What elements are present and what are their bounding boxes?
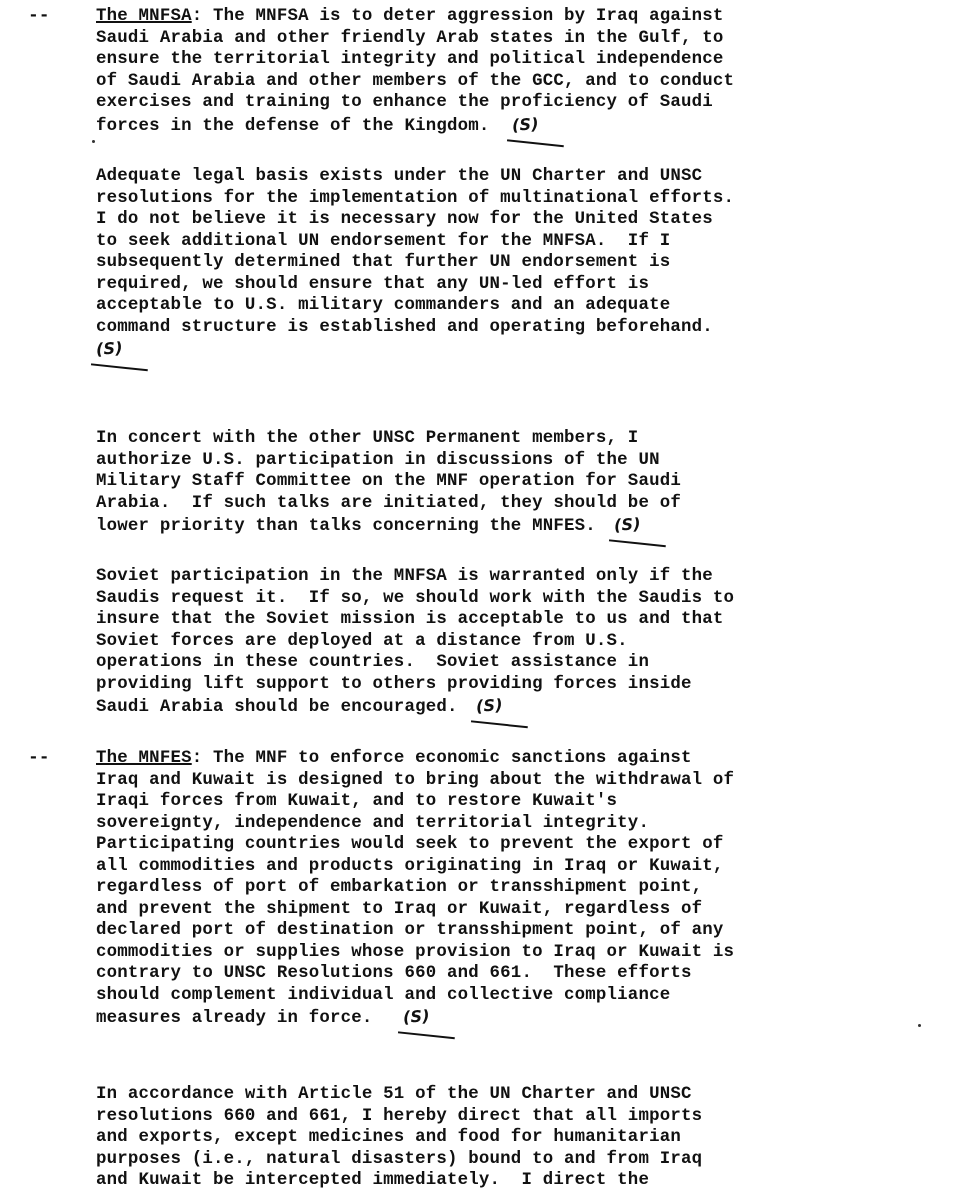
paragraph-mnfsa — [96, 6, 976, 137]
text-line: The MNFSA: The MNFSA is to deter aggression by Iraq against — [96, 7, 724, 26]
text-line: of Saudi Arabia and other members of the GCC, and to conduct — [96, 71, 735, 91]
paragraph-legal-basis — [96, 166, 976, 362]
text-line: and prevent the shipment to Iraq or Kuwait, regardless of — [96, 899, 703, 919]
section-heading-mnfsa: The MNFSA — [96, 7, 192, 26]
paragraph-soviet — [96, 566, 976, 719]
text-line: Iraqi forces from Kuwait, and to restore Kuwait's — [96, 792, 618, 811]
classification-mark: (S) — [510, 113, 539, 135]
text-line: sovereignty, independence and territorial integrity. — [96, 813, 650, 833]
text-line: exercises and training to enhance the proficiency of Saudi — [96, 93, 713, 112]
text-line: Saudi Arabia should be encouraged. (S) — [96, 695, 504, 717]
paragraph-article-51 — [96, 1084, 976, 1192]
text-line: subsequently determined that further UN endorsement is — [96, 253, 671, 272]
text-line: authorize U.S. participation in discussions of the UN — [96, 450, 660, 470]
text-line: measures already in force. (S) — [96, 1006, 430, 1028]
text-line: commodities or supplies whose provision to Iraq or Kuwait is — [96, 942, 735, 962]
text-line: Arabia. If such talks are initiated, they should be of — [96, 493, 681, 513]
classification-mark: (S) — [95, 338, 124, 359]
text-line: required, we should ensure that any UN-led effort is — [96, 274, 650, 294]
text-line: to seek additional UN endorsement for the MNFSA. If I — [96, 231, 671, 251]
scan-speck — [92, 140, 95, 143]
text-line: and Kuwait be intercepted immediately. I direct the — [96, 1171, 650, 1190]
text-line: insure that the Soviet mission is acceptable to us and that — [96, 610, 724, 629]
text-line: resolutions 660 and 661, I hereby direct that all imports — [96, 1106, 703, 1126]
text-line: forces in the defense of the Kingdom. (S) — [96, 113, 539, 136]
text-line: In accordance with Article 51 of the UN Charter and UNSC — [96, 1085, 692, 1104]
text-line: Soviet participation in the MNFSA is warranted only if the — [96, 567, 713, 586]
text-line: In concert with the other UNSC Permanent members, I — [96, 429, 639, 448]
text-line: The MNFES: The MNF to enforce economic sanctions against — [96, 749, 692, 768]
paragraph-mnfes — [96, 748, 976, 1030]
bullet-dash: -- — [28, 748, 50, 768]
text-line: purposes (i.e., natural disasters) bound to and from Iraq — [96, 1149, 703, 1169]
text-line: I do not believe it is necessary now for the United States — [96, 210, 713, 229]
bullet-dash: -- — [28, 6, 50, 26]
paragraph-concert — [96, 428, 976, 538]
text-line — [96, 338, 976, 362]
text-line: Participating countries would seek to prevent the export of — [96, 835, 724, 854]
classification-mark: (S) — [401, 1006, 430, 1027]
text-line: ensure the territorial integrity and political independence — [96, 50, 724, 69]
section-heading-mnfes: The MNFES — [96, 749, 192, 768]
text-line: Iraq and Kuwait is designed to bring about the withdrawal of — [96, 770, 735, 790]
text-line: and exports, except medicines and food for humanitarian — [96, 1128, 681, 1147]
text-line: Soviet forces are deployed at a distance from U.S. — [96, 631, 628, 651]
text-line: should complement individual and collective compliance — [96, 985, 671, 1005]
text-line: Saudis request it. If so, we should work with the Saudis to — [96, 588, 735, 608]
text-line: operations in these countries. Soviet assistance in — [96, 653, 650, 672]
text-line: Adequate legal basis exists under the UN Charter and UNSC — [96, 167, 703, 186]
text-line: regardless of port of embarkation or transshipment point, — [96, 878, 703, 897]
classification-mark: (S) — [613, 514, 642, 535]
classification-mark: (S) — [474, 695, 504, 716]
text-line: all commodities and products originating in Iraq or Kuwait, — [96, 856, 724, 876]
text-line: command structure is established and operating beforehand. — [96, 317, 713, 337]
text-line: providing lift support to others providing forces inside — [96, 674, 692, 694]
text-line: lower priority than talks concerning the MNFES. (S) — [96, 514, 642, 536]
text-line: declared port of destination or transshipment point, of any — [96, 921, 724, 940]
text-line: Saudi Arabia and other friendly Arab states in the Gulf, to — [96, 28, 724, 48]
text-line: Military Staff Committee on the MNF operation for Saudi — [96, 472, 681, 491]
text-line: resolutions for the implementation of multinational efforts. — [96, 188, 735, 208]
text-line: contrary to UNSC Resolutions 660 and 661. These efforts — [96, 964, 692, 983]
text-line: acceptable to U.S. military commanders and an adequate — [96, 296, 671, 315]
